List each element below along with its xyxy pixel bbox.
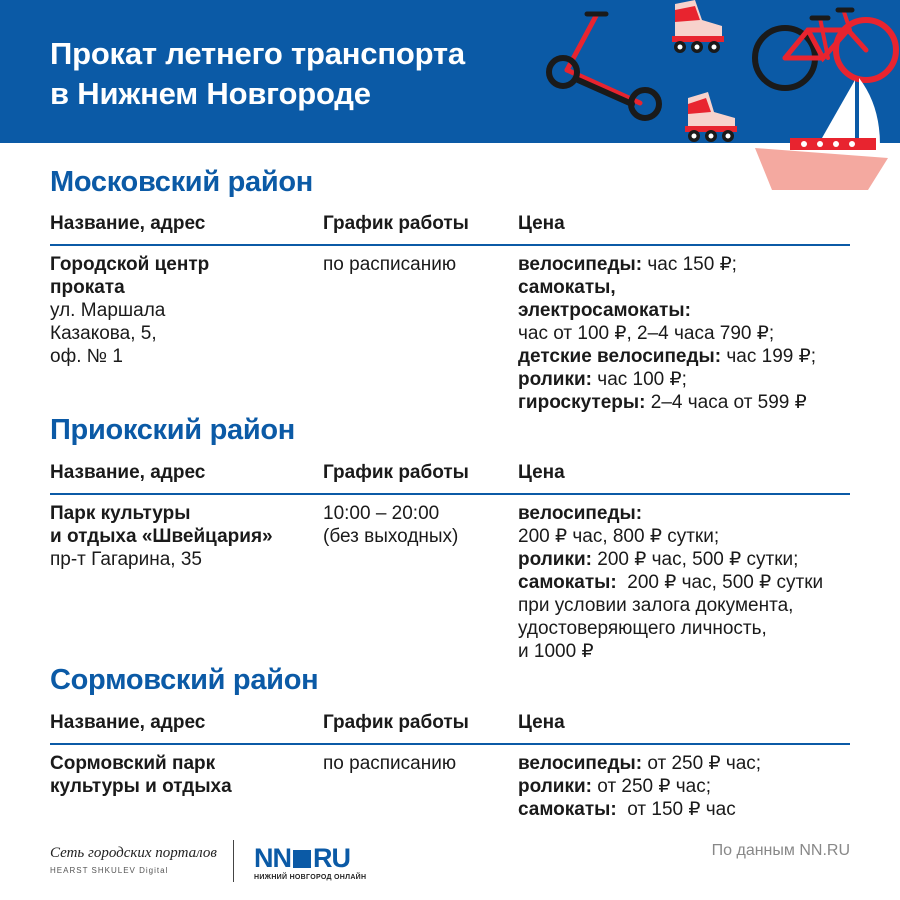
source-note: По данным NN.RU [711, 842, 850, 859]
divider [50, 244, 850, 246]
price-line: детские велосипеды: час 199 ₽; [518, 346, 816, 367]
column-header-schedule: График работы [323, 213, 469, 234]
location-name-address: Сормовский парк культуры и отдыха [50, 753, 232, 797]
price-line: велосипеды: от 250 ₽ час; [518, 753, 762, 774]
price-line: самокаты: от 150 ₽ час [518, 799, 736, 820]
price-line: гироскутеры: 2–4 часа от 599 ₽ [518, 392, 807, 413]
location-price [518, 253, 858, 414]
price-line: час от 100 ₽, 2–4 часа 790 ₽; [518, 323, 775, 344]
portals-logo: Сеть городских порталов HEARST SHKULEV Digital [50, 845, 217, 875]
price-line: ролики: час 100 ₽; [518, 369, 687, 390]
price-line: электросамокаты: [518, 300, 691, 321]
header-banner [0, 0, 900, 143]
price-line: при условии залога документа, [518, 595, 794, 616]
location-schedule: по расписанию [323, 753, 457, 774]
section-title-sormovsky: Сормовский район [50, 664, 319, 696]
price-line: самокаты: 200 ₽ час, 500 ₽ сутки [518, 572, 824, 593]
price-line: ролики: 200 ₽ час, 500 ₽ сутки; [518, 549, 799, 570]
column-header-name: Название, адрес [50, 712, 206, 733]
section-title-moskovsky: Московский район [50, 166, 314, 198]
column-header-price: Цена [518, 462, 565, 483]
location-name-address: Парк культуры и отдыха «Швейцария» пр-т Гагарина, 35 [50, 503, 273, 570]
location-price [518, 752, 858, 821]
price-line: удостоверяющего личность, [518, 618, 767, 639]
footer-divider [233, 840, 234, 882]
price-line: велосипеды: [518, 503, 643, 524]
location-schedule: по расписанию [323, 254, 457, 275]
price-line: ролики: от 250 ₽ час; [518, 776, 712, 797]
logo-square-icon [293, 850, 311, 868]
location-schedule: 10:00 – 20:00 (без выходных) [323, 503, 459, 547]
nn-ru-logo: NN RU НИЖНИЙ НОВГОРОД ОНЛАЙН [254, 843, 367, 881]
column-header-schedule: График работы [323, 462, 469, 483]
column-header-price: Цена [518, 712, 565, 733]
column-header-price: Цена [518, 213, 565, 234]
location-name-address: Городской центр проката ул. Маршала Казакова, 5, оф. № 1 [50, 254, 210, 367]
page-title: Прокат летнего транспорта в Нижнем Новгороде [50, 36, 465, 111]
location-price [518, 502, 858, 663]
column-header-name: Название, адрес [50, 462, 206, 483]
column-header-name: Название, адрес [50, 213, 206, 234]
divider [50, 493, 850, 495]
price-line: и 1000 ₽ [518, 641, 594, 662]
price-line: самокаты, [518, 277, 616, 298]
section-title-priroksky: Приокский район [50, 414, 295, 446]
divider [50, 743, 850, 745]
price-line: велосипеды: час 150 ₽; [518, 254, 737, 275]
price-line: 200 ₽ час, 800 ₽ сутки; [518, 526, 720, 547]
column-header-schedule: График работы [323, 712, 469, 733]
